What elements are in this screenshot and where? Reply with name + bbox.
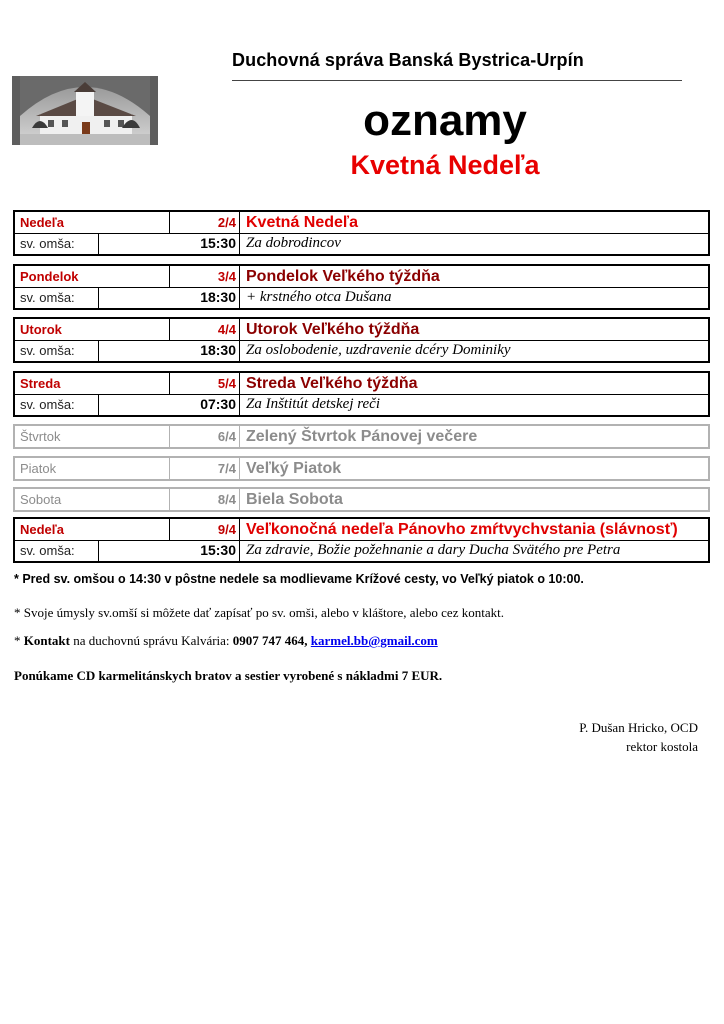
day-label: Sobota xyxy=(20,492,62,507)
mass-intention: Za dobrodincov xyxy=(239,234,708,254)
day-title: Pondelok Veľkého týždňa xyxy=(239,266,708,287)
note-stations-of-cross: * Pred sv. omšou o 14:30 v pôstne nedele sa modlievame Krížové cesty, vo Veľký piatok o 10:00. xyxy=(14,572,584,586)
schedule-day-wednesday-5-4 xyxy=(13,371,710,417)
day-title: Biela Sobota xyxy=(239,489,708,510)
day-label: Piatok xyxy=(20,461,57,476)
note-mass-intentions: * Svoje úmysly sv.omší si môžete dať zapísať po sv. omši, alebo v kláštore, alebo cez kontakt. xyxy=(14,605,504,620)
church-image-icon xyxy=(12,76,158,145)
day-label: Nedeľa xyxy=(20,522,65,537)
day-label: Nedeľa xyxy=(20,215,65,230)
day-date: 3/4 xyxy=(169,266,239,287)
mass-intention: Za oslobodenie, uzdravenie dcéry Dominiky xyxy=(239,341,708,361)
mass-intention: + krstného otca Dušana xyxy=(239,288,708,308)
note-contact-text: na duchovnú správu Kalvária: xyxy=(69,633,233,648)
day-date: 7/4 xyxy=(169,458,239,479)
church-photo xyxy=(12,76,158,145)
note-cd-offer: Ponúkame CD karmelitánskych bratov a sestier vyrobené s nákladmi 7 EUR. xyxy=(14,668,443,683)
page-subtitle: Kvetná Nedeľa xyxy=(350,150,540,180)
mass-time: 15:30 xyxy=(200,542,236,558)
day-date: 4/4 xyxy=(169,319,239,340)
day-label: Streda xyxy=(20,376,61,391)
day-label: Utorok xyxy=(20,322,62,337)
mass-time: 18:30 xyxy=(200,289,236,305)
note-contact xyxy=(14,633,714,649)
day-date: 6/4 xyxy=(169,426,239,447)
mass-label: sv. omša: xyxy=(15,341,99,361)
day-label: Štvrtok xyxy=(20,429,61,444)
note-contact-label: Kontakt xyxy=(23,633,70,648)
mass-time: 15:30 xyxy=(200,235,236,251)
mass-label: sv. omša: xyxy=(15,234,99,254)
page-title: oznamy xyxy=(363,96,527,145)
contact-phone: 0907 747 464 xyxy=(232,633,305,648)
day-title: Veľkonočná nedeľa Pánovho zmŕtvychvstania (slávnosť) xyxy=(239,519,708,540)
contact-email-link[interactable]: karmel.bb@gmail.com xyxy=(310,633,438,648)
mass-label: sv. omša: xyxy=(15,395,99,415)
mass-time: 07:30 xyxy=(200,396,236,412)
day-date: 9/4 xyxy=(169,519,239,540)
schedule-day-sunday-9-4 xyxy=(13,517,710,563)
day-title: Kvetná Nedeľa xyxy=(239,212,708,233)
note-contact-separator: , xyxy=(304,633,311,648)
day-date: 2/4 xyxy=(169,212,239,233)
signature-role: rektor kostola xyxy=(626,739,698,754)
day-title: Utorok Veľkého týždňa xyxy=(239,319,708,340)
mass-label: sv. omša: xyxy=(15,541,99,561)
schedule-day-saturday-8-4 xyxy=(13,487,710,512)
day-date: 8/4 xyxy=(169,489,239,510)
note-contact-prefix: * xyxy=(14,633,24,648)
schedule-day-friday-7-4 xyxy=(13,456,710,481)
day-title: Zelený Štvrtok Pánovej večere xyxy=(239,426,708,447)
signature-name: P. Dušan Hricko, OCD xyxy=(579,720,698,735)
day-label: Pondelok xyxy=(20,269,79,284)
day-title: Veľký Piatok xyxy=(239,458,708,479)
mass-intention: Za zdravie, Božie požehnanie a dary Ducha Svätého pre Petra xyxy=(239,541,708,561)
schedule-day-tuesday-4-4 xyxy=(13,317,710,363)
schedule-day-thursday-6-4 xyxy=(13,424,710,449)
header-divider xyxy=(232,80,682,81)
mass-time: 18:30 xyxy=(200,342,236,358)
day-title: Streda Veľkého týždňa xyxy=(239,373,708,394)
day-date: 5/4 xyxy=(169,373,239,394)
parish-name: Duchovná správa Banská Bystrica-Urpín xyxy=(232,50,584,70)
mass-label: sv. omša: xyxy=(15,288,99,308)
schedule-day-sunday-2-4 xyxy=(13,210,710,256)
schedule-day-monday-3-4 xyxy=(13,264,710,310)
mass-intention: Za Inštitút detskej reči xyxy=(239,395,708,415)
